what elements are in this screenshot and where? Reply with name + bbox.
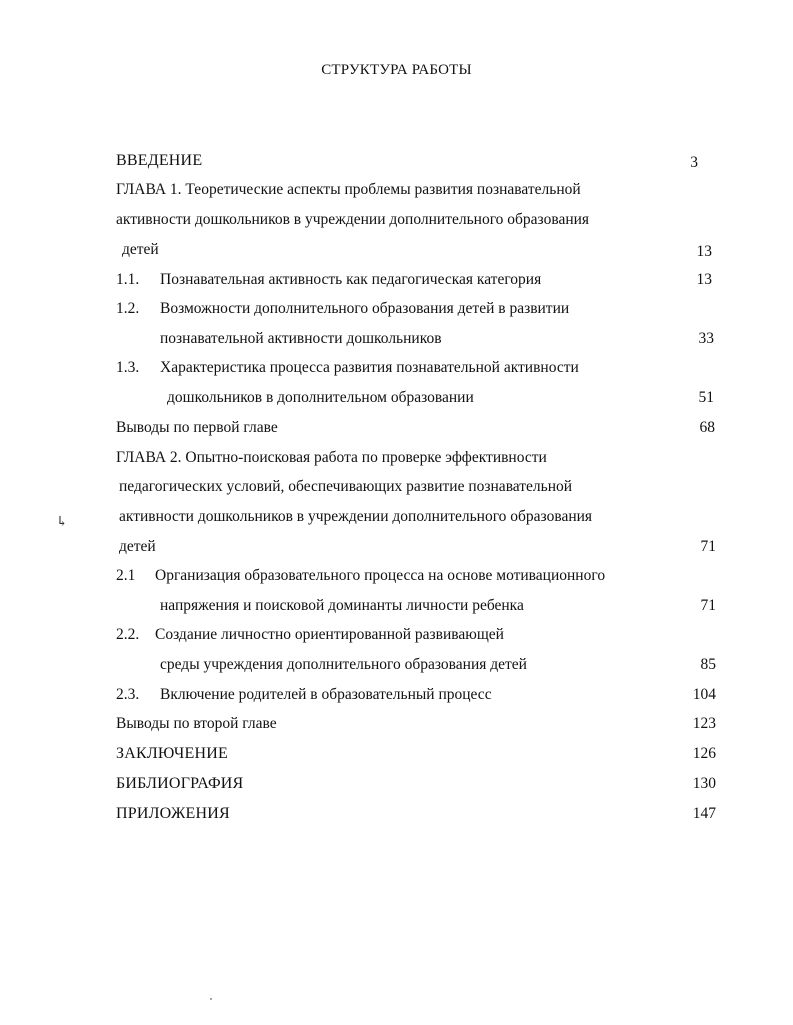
toc-s23-num: 2.3. [116, 686, 140, 703]
toc-ch2-line4: детей [119, 538, 156, 555]
toc-s22-line1: Создание личностно ориентированной развивающей [155, 626, 504, 643]
toc-ch2-page: 71 [700, 538, 716, 555]
toc-s23-label: Включение родителей в образовательный процесс [160, 686, 492, 703]
toc-conc1-label: Выводы по первой главе [116, 419, 278, 436]
toc-conclusion-label: ЗАКЛЮЧЕНИЕ [116, 745, 228, 762]
toc-conclusion-page: 126 [692, 745, 716, 762]
toc-ch2-line3: активности дошкольников в учреждении дополнительного образования [119, 508, 593, 525]
toc-s21-line1: Организация образовательного процесса на основе мотивационного [155, 567, 606, 584]
toc-conc2-page: 123 [692, 715, 716, 732]
toc-s13-line1: Характеристика процесса развития познавательной активности [160, 359, 579, 376]
toc-s12-line2: познавательной активности дошкольников [160, 330, 442, 347]
toc-intro-page: 3 [690, 154, 698, 171]
toc-s13-line2: дошкольников в дополнительном образовании [167, 389, 474, 406]
toc-conc2-label: Выводы по второй главе [116, 715, 277, 732]
toc-ch1-line2: активности дошкольников в учреждении дополнительного образования [116, 211, 590, 228]
toc-ch2-line2: педагогических условий, обеспечивающих развитие познавательной [119, 478, 573, 495]
toc-s23-page: 104 [692, 686, 716, 703]
toc-appendix-label: ПРИЛОЖЕНИЯ [116, 805, 230, 822]
toc-s13-num: 1.3. [116, 359, 140, 376]
toc-s11-page: 13 [696, 271, 712, 288]
toc-ch2-line1: ГЛАВА 2. Опытно-поисковая работа по проверке эффективности [116, 449, 547, 466]
toc-ch1-line1: ГЛАВА 1. Теоретические аспекты проблемы развития познавательной [116, 181, 581, 198]
scan-dot-artifact [210, 998, 212, 1000]
toc-s11-num: 1.1. [116, 271, 140, 288]
toc-s22-line2: среды учреждения дополнительного образования детей [160, 656, 527, 673]
toc-s22-page: 85 [700, 656, 716, 673]
toc-conc1-page: 68 [699, 419, 715, 436]
toc-s21-line2: напряжения и поисковой доминанты личности ребенка [160, 597, 524, 614]
toc-s21-page: 71 [700, 597, 716, 614]
toc-s11-label: Познавательная активность как педагогическая категория [160, 271, 542, 288]
toc-s12-page: 33 [698, 330, 714, 347]
toc-intro-label: ВВЕДЕНИЕ [116, 152, 203, 169]
toc-s12-num: 1.2. [116, 300, 140, 317]
toc-s21-num: 2.1 [116, 567, 136, 584]
page-title: СТРУКТУРА РАБОТЫ [321, 62, 472, 78]
toc-s22-num: 2.2. [116, 626, 140, 643]
toc-bibliography-page: 130 [692, 775, 716, 792]
toc-appendix-page: 147 [692, 805, 716, 822]
toc-bibliography-label: БИБЛИОГРАФИЯ [116, 775, 244, 792]
toc-ch1-line3: детей [122, 241, 159, 258]
toc-s13-page: 51 [698, 389, 714, 406]
toc-s12-line1: Возможности дополнительного образования детей в развитии [160, 300, 570, 317]
scan-mark-artifact: ↳ [56, 515, 68, 530]
toc-ch1-page: 13 [696, 243, 712, 260]
